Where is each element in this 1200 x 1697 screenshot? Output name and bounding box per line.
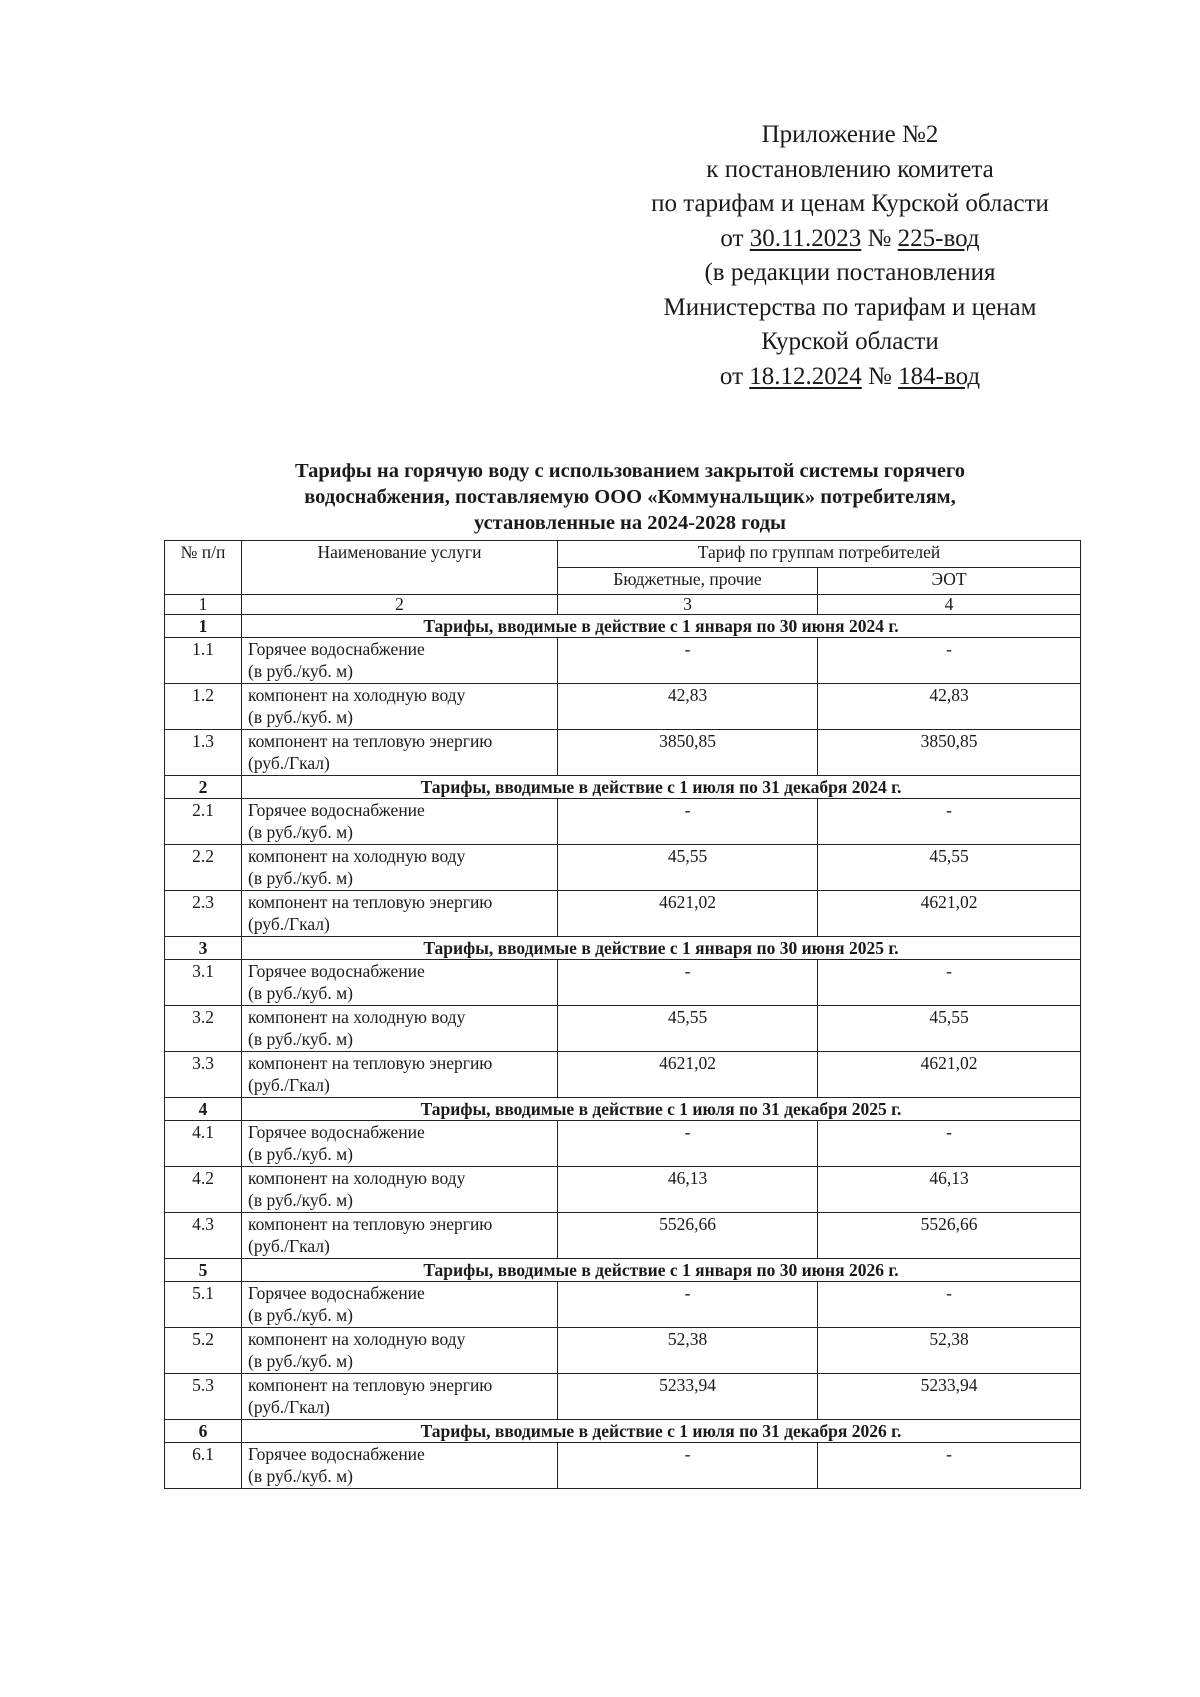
header-line-ministry: Министерства по тарифам и ценам [663, 293, 1037, 321]
document-title [160, 458, 1100, 536]
service-name [242, 1282, 558, 1328]
revision-number: 184-вод [898, 362, 981, 390]
service-unit: (в руб./куб. м) [248, 707, 353, 727]
header-line-date [615, 222, 1085, 257]
row-number: 4.3 [165, 1213, 242, 1259]
row-number: 1.1 [165, 638, 242, 684]
tariff-budget: 46,13 [558, 1167, 818, 1213]
index-cell: 2 [242, 595, 558, 615]
table-row [165, 1443, 1081, 1489]
row-number: 2.2 [165, 845, 242, 891]
service-name-line: Горячее водоснабжение [248, 1283, 425, 1303]
service-name [242, 960, 558, 1006]
service-name [242, 1052, 558, 1098]
tariff-budget: - [558, 960, 818, 1006]
table-row [165, 1213, 1081, 1259]
table-row [165, 960, 1081, 1006]
section-title: Тарифы, вводимые в действие с 1 января по 30 июня 2024 г. [242, 615, 1081, 638]
table-row [165, 1167, 1081, 1213]
service-name-line: компонент на тепловую энергию [248, 1053, 493, 1073]
tariff-eot: 45,55 [818, 1006, 1081, 1052]
section-number: 6 [165, 1420, 242, 1443]
service-unit: (руб./Гкал) [248, 1236, 330, 1256]
row-number: 5.3 [165, 1374, 242, 1420]
row-number: 3.1 [165, 960, 242, 1006]
service-unit: (в руб./куб. м) [248, 1029, 353, 1049]
service-name [242, 1213, 558, 1259]
tariff-budget: - [558, 1282, 818, 1328]
tariff-budget: 45,55 [558, 1006, 818, 1052]
table-row [165, 1052, 1081, 1098]
service-unit: (в руб./куб. м) [248, 661, 353, 681]
table-index-row [165, 595, 1081, 615]
tariff-budget: 4621,02 [558, 1052, 818, 1098]
table-row [165, 1121, 1081, 1167]
service-unit: (руб./Гкал) [248, 914, 330, 934]
section-row [165, 937, 1081, 960]
service-unit: (в руб./куб. м) [248, 1305, 353, 1325]
row-number: 3.2 [165, 1006, 242, 1052]
table-row [165, 684, 1081, 730]
table-header-row [165, 541, 1081, 568]
section-number: 4 [165, 1098, 242, 1121]
tariff-eot: 3850,85 [818, 730, 1081, 776]
tariff-eot: 4621,02 [818, 891, 1081, 937]
service-name-line: компонент на холодную воду [248, 1329, 466, 1349]
table-row [165, 845, 1081, 891]
section-number: 3 [165, 937, 242, 960]
tariff-eot: - [818, 799, 1081, 845]
service-unit: (в руб./куб. м) [248, 1466, 353, 1486]
index-cell: 4 [818, 595, 1081, 615]
tariff-budget: - [558, 799, 818, 845]
service-name-line: компонент на тепловую энергию [248, 1214, 493, 1234]
tariff-eot: - [818, 638, 1081, 684]
service-unit: (руб./Гкал) [248, 753, 330, 773]
tariff-eot: 52,38 [818, 1328, 1081, 1374]
tariff-budget: 5526,66 [558, 1213, 818, 1259]
header-number-sign: № [861, 224, 898, 252]
table-row [165, 1328, 1081, 1374]
section-number: 2 [165, 776, 242, 799]
tariff-eot: 46,13 [818, 1167, 1081, 1213]
service-name-line: компонент на тепловую энергию [248, 731, 493, 751]
tariff-eot: - [818, 1282, 1081, 1328]
section-title: Тарифы, вводимые в действие с 1 июля по 31 декабря 2025 г. [242, 1098, 1081, 1121]
title-line-2: водоснабжения, поставляемую ООО «Коммунальщик» потребителям, [304, 486, 956, 508]
header-budget: Бюджетные, прочие [558, 568, 818, 595]
service-name [242, 730, 558, 776]
tariff-budget: - [558, 638, 818, 684]
row-number: 2.3 [165, 891, 242, 937]
header-line-region: Курской области [761, 328, 939, 355]
tariff-budget: 45,55 [558, 845, 818, 891]
service-name [242, 1121, 558, 1167]
service-name-line: Горячее водоснабжение [248, 639, 425, 659]
service-unit: (в руб./куб. м) [248, 1351, 353, 1371]
row-number: 4.2 [165, 1167, 242, 1213]
service-name [242, 799, 558, 845]
row-number: 5.2 [165, 1328, 242, 1374]
service-name [242, 1167, 558, 1213]
tariff-budget: 42,83 [558, 684, 818, 730]
tariff-budget: 5233,94 [558, 1374, 818, 1420]
title-line-1: Тарифы на горячую воду с использованием закрытой системы горячего [294, 460, 966, 482]
header-tariff-group: Тариф по группам потребителей [558, 541, 1081, 568]
header-line-committee: по тарифам и ценам Курской области [651, 190, 1049, 217]
service-name [242, 1374, 558, 1420]
revision-date: 18.12.2024 [749, 362, 862, 390]
header-line-revision-date [615, 360, 1085, 395]
tariff-eot: 4621,02 [818, 1052, 1081, 1098]
table-row [165, 891, 1081, 937]
service-name [242, 1006, 558, 1052]
tariff-eot: - [818, 1443, 1081, 1489]
table-row [165, 799, 1081, 845]
header-num: № п/п [165, 541, 242, 595]
table-row [165, 1006, 1081, 1052]
header-service: Наименование услуги [242, 541, 558, 595]
section-number: 1 [165, 615, 242, 638]
appendix-number: Приложение №2 [761, 121, 939, 148]
tariff-eot: - [818, 960, 1081, 1006]
table-row [165, 638, 1081, 684]
table-row [165, 1374, 1081, 1420]
service-name [242, 891, 558, 937]
header-line-revision: (в редакции постановления [704, 259, 996, 286]
service-name-line: компонент на холодную воду [248, 1007, 466, 1027]
tariff-eot: 42,83 [818, 684, 1081, 730]
decree-number: 225-вод [897, 224, 980, 252]
title-line-3: установленные на 2024-2028 годы [473, 512, 787, 534]
service-unit: (в руб./куб. м) [248, 868, 353, 888]
service-name-line: компонент на холодную воду [248, 685, 466, 705]
section-row [165, 1098, 1081, 1121]
appendix-header [615, 118, 1085, 394]
service-name [242, 1443, 558, 1489]
service-name [242, 1328, 558, 1374]
decree-date: 30.11.2023 [749, 224, 862, 252]
service-name-line: компонент на холодную воду [248, 846, 466, 866]
service-name-line: компонент на холодную воду [248, 1168, 466, 1188]
header-line-decree: к постановлению комитета [706, 155, 994, 183]
section-row [165, 1420, 1081, 1443]
table-row [165, 1282, 1081, 1328]
index-cell: 1 [165, 595, 242, 615]
tariff-eot: 5233,94 [818, 1374, 1081, 1420]
tariff-budget: 3850,85 [558, 730, 818, 776]
service-unit: (в руб./куб. м) [248, 1144, 353, 1164]
header-prefix-2: от [719, 362, 750, 390]
service-unit: (в руб./куб. м) [248, 983, 353, 1003]
tariff-budget: 52,38 [558, 1328, 818, 1374]
section-row [165, 1259, 1081, 1282]
section-title: Тарифы, вводимые в действие с 1 января по 30 июня 2026 г. [242, 1259, 1081, 1282]
tariff-budget: 4621,02 [558, 891, 818, 937]
section-row [165, 776, 1081, 799]
section-row [165, 615, 1081, 638]
service-name-line: Горячее водоснабжение [248, 800, 425, 820]
row-number: 1.2 [165, 684, 242, 730]
service-unit: (руб./Гкал) [248, 1397, 330, 1417]
service-name-line: Горячее водоснабжение [248, 1444, 425, 1464]
service-name-line: компонент на тепловую энергию [248, 892, 493, 912]
tariff-budget: - [558, 1443, 818, 1489]
tariff-budget: - [558, 1121, 818, 1167]
row-number: 4.1 [165, 1121, 242, 1167]
row-number: 6.1 [165, 1443, 242, 1489]
service-name [242, 638, 558, 684]
row-number: 5.1 [165, 1282, 242, 1328]
tariff-eot: 5526,66 [818, 1213, 1081, 1259]
service-unit: (в руб./куб. м) [248, 1190, 353, 1210]
service-unit: (руб./Гкал) [248, 1075, 330, 1095]
row-number: 2.1 [165, 799, 242, 845]
header-number-sign-2: № [861, 362, 899, 390]
service-unit: (в руб./куб. м) [248, 822, 353, 842]
row-number: 3.3 [165, 1052, 242, 1098]
service-name-line: Горячее водоснабжение [248, 1122, 425, 1142]
section-title: Тарифы, вводимые в действие с 1 июля по 31 декабря 2026 г. [242, 1420, 1081, 1443]
section-title: Тарифы, вводимые в действие с 1 января по 30 июня 2025 г. [242, 937, 1081, 960]
row-number: 1.3 [165, 730, 242, 776]
table-row [165, 730, 1081, 776]
header-eot: ЭОТ [818, 568, 1081, 595]
section-number: 5 [165, 1259, 242, 1282]
service-name [242, 845, 558, 891]
header-prefix: от [720, 224, 750, 252]
service-name [242, 684, 558, 730]
service-name-line: Горячее водоснабжение [248, 961, 425, 981]
service-name-line: компонент на тепловую энергию [248, 1375, 493, 1395]
index-cell: 3 [558, 595, 818, 615]
tariff-eot: 45,55 [818, 845, 1081, 891]
tariff-eot: - [818, 1121, 1081, 1167]
tariff-table [164, 540, 1081, 1489]
section-title: Тарифы, вводимые в действие с 1 июля по 31 декабря 2024 г. [242, 776, 1081, 799]
